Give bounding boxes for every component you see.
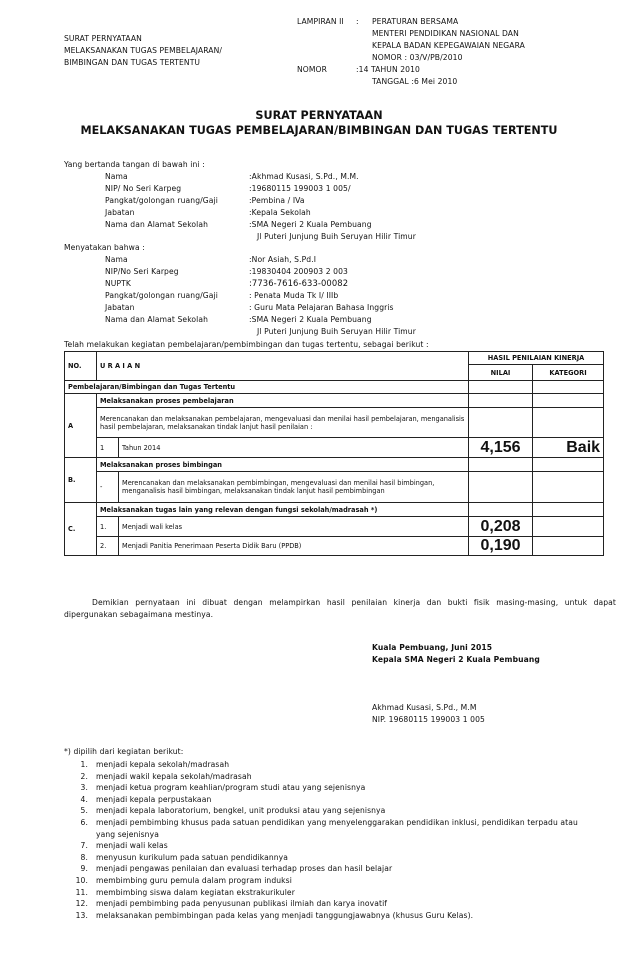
row-c1-no: 1. (97, 517, 119, 537)
row-c2-nilai: 0,190 (469, 537, 533, 556)
footnote-list (64, 759, 578, 921)
row-c1-nilai: 0,208 (469, 517, 533, 537)
lampiran-line4: NOMOR : 03/V/PB/2010 (372, 53, 463, 62)
col-uraian-header: U R A I A N (97, 352, 469, 381)
declares: Menyatakan bahwa : (64, 243, 145, 252)
signer-value-pangkat: :Pembina / IVa (249, 196, 305, 205)
subject-value-pangkat: : Penata Muda Tk I/ IIIb (249, 291, 339, 300)
row-a-item: Tahun 2014 (119, 438, 469, 458)
row-a-desc: Merencanakan dan melaksanakan pembelajaran, mengevaluasi dan menilai hasil pembelajaran, menganalisis hasil pembelajaran, melaksanakan tindak lanjut hasil penilaian : (97, 408, 469, 438)
subject-label-nuptk: NUPTK (105, 279, 131, 288)
footnote-item: 1. menjadi kepala sekolah/madrasah (80, 760, 230, 769)
lampiran-line3: KEPALA BADAN KEPEGAWAIAN NEGARA (372, 41, 525, 50)
left-header-line3: BIMBINGAN DAN TUGAS TERTENTU (64, 58, 201, 67)
subject-label-jabatan: Jabatan (105, 303, 135, 312)
subject-value-sekolah: :SMA Negeri 2 Kuala Pembuang (249, 315, 372, 324)
footnote-item: 7. menjadi wali kelas (80, 841, 168, 851)
row-b-no: B. (65, 458, 97, 503)
col-kategori-header: KATEGORI (533, 365, 604, 381)
signer-value-sekolah: :SMA Negeri 2 Kuala Pembuang (249, 220, 372, 229)
subject-value-nama: :Nor Asiah, S.Pd.I (249, 255, 317, 264)
row-a-nilai: 4,156 (469, 438, 533, 458)
row-b-dash: - (97, 472, 119, 503)
lampiran-line1: PERATURAN BERSAMA (372, 17, 459, 26)
table-intro: Telah melakukan kegiatan pembelajaran/pembimbingan dan tugas tertentu, sebagai berikut : (64, 340, 429, 349)
row-a-item-no: 1 (97, 438, 119, 458)
footnote-item: 6. menjadi pembimbing khusus pada satuan pendidikan yang menyelenggarakan pendidikan inklusi, pendidikan terpadu atau (80, 817, 578, 827)
sign-nip: NIP. 19680115 199003 1 005 (372, 715, 485, 724)
sign-name: Akhmad Kusasi, S.Pd., M.M (372, 703, 477, 712)
row-b-desc: Merencanakan dan melaksanakan pembimbingan, mengevaluasi dan menilai hasil bimbingan, menganalisis hasil bimbingan, melaksanakan tindak lanjut hasil pembimbingan (119, 472, 469, 503)
row-c1-label: Menjadi wali kelas (119, 517, 469, 537)
left-header-line1: SURAT PERNYATAAN (64, 34, 142, 43)
row-c2-no: 2. (97, 537, 119, 556)
lampiran-colon: : (356, 17, 359, 26)
nomor-value: :14 TAHUN 2010 (356, 65, 420, 74)
lampiran-line2: MENTERI PENDIDIKAN NASIONAL DAN (372, 29, 519, 38)
signer-label-sekolah: Nama dan Alamat Sekolah (105, 220, 209, 229)
doc-title: SURAT PERNYATAAN (255, 109, 383, 122)
signer-value-jabatan: :Kepala Sekolah (249, 208, 311, 217)
subject-label-nip: NIP/No Seri Karpeg (105, 267, 179, 276)
lampiran-label: LAMPIRAN II (297, 17, 344, 26)
signer-value-nip: :19680115 199003 1 005/ (249, 184, 351, 193)
footnote-item: 5. menjadi kepala laboratorium, bengkel, unit produksi atau yang sejenisnya (80, 806, 386, 816)
signer-label-jabatan: Jabatan (105, 208, 135, 217)
signer-position: Kepala SMA Negeri 2 Kuala Pembuang (372, 655, 540, 664)
row-a-head: Melaksanakan proses pembelajaran (97, 394, 469, 408)
footnote-item: 3. menjadi ketua program keahlian/program studi atau yang sejenisnya (80, 783, 366, 793)
col-no-header: NO. (65, 352, 97, 381)
footnote-item: 10. membimbing guru pemula dalam program induksi (75, 875, 292, 885)
signer-label-pangkat: Pangkat/golongan ruang/Gaji (105, 196, 218, 205)
col-nilai-header: NILAI (469, 365, 533, 381)
row-a-no: A (65, 394, 97, 458)
footnote-item: 12. menjadi pembimbing pada penyusunan publikasi ilmiah dan karya inovatif (75, 899, 388, 909)
subject-label-sekolah: Nama dan Alamat Sekolah (105, 315, 209, 324)
subject-label-pangkat: Pangkat/golongan ruang/Gaji (105, 291, 218, 300)
row-c-no: C. (65, 503, 97, 556)
footnote-title: *) dipilih dari kegiatan berikut: (64, 747, 184, 756)
subject-value-nip: :19830404 200903 2 003 (249, 267, 348, 276)
subject-value-nuptk: :7736-7616-633-00082 (249, 278, 349, 288)
section-title: Pembelajaran/Bimbingan dan Tugas Tertentu (65, 381, 469, 394)
footnote-item: 9. menjadi pengawas penilaian dan evaluasi terhadap proses dan hasil belajar (80, 864, 393, 874)
signer-intro: Yang bertanda tangan di bawah ini : (64, 160, 205, 169)
signer-value-nama: :Akhmad Kusasi, S.Pd., M.M. (249, 172, 359, 181)
footnote-item: 4. menjadi kepala perpustakaan (80, 794, 212, 804)
performance-table (64, 351, 604, 556)
footnote-item: 13. melaksanakan pembimbingan pada kelas yang menjadi tanggungjawabnya (khusus Guru Kelas). (75, 910, 474, 920)
footnote-item: 8. menyusun kurikulum pada satuan pendidikannya (80, 852, 288, 862)
signer-label-nip: NIP/ No Seri Karpeg (105, 184, 182, 193)
closing-paragraph: Demikian pernyataan ini dibuat dengan melampirkan hasil penilaian kinerja dan bukti fisik masing-masing, untuk dapat dipergunakan sebagaimana mestinya. (64, 598, 616, 619)
row-a-kategori: Baik (533, 438, 604, 458)
footnote-item: 2. menjadi wakil kepala sekolah/madrasah (80, 771, 252, 781)
subject-value-jabatan: : Guru Mata Pelajaran Bahasa Inggris (249, 303, 394, 312)
subject-address: Jl Puteri Junjung Buih Seruyan Hilir Timur (257, 327, 416, 336)
doc-subtitle: MELAKSANAKAN TUGAS PEMBELAJARAN/BIMBINGAN DAN TUGAS TERTENTU (80, 124, 558, 137)
tanggal: TANGGAL :6 Mei 2010 (372, 77, 458, 86)
row-c-head: Melaksanakan tugas lain yang relevan dengan fungsi sekolah/madrasah *) (97, 503, 469, 517)
signer-address: Jl Puteri Junjung Buih Seruyan Hilir Timur (257, 232, 416, 241)
subject-label-nama: Nama (105, 255, 128, 264)
footnote-item: yang sejenisnya (96, 829, 159, 839)
col-hasil-header: HASIL PENILAIAN KINERJA (469, 352, 604, 365)
left-header-line2: MELAKSANAKAN TUGAS PEMBELAJARAN/ (64, 46, 223, 55)
footnote-item: 11. membimbing siswa dalam kegiatan ekstrakurikuler (75, 887, 295, 897)
row-c2-label: Menjadi Panitia Penerimaan Peserta Didik Baru (PPDB) (119, 537, 469, 556)
nomor-label: NOMOR (297, 65, 327, 74)
place-date: Kuala Pembuang, Juni 2015 (372, 643, 493, 652)
row-b-head: Melaksanakan proses bimbingan (97, 458, 469, 472)
signer-label-nama: Nama (105, 172, 128, 181)
